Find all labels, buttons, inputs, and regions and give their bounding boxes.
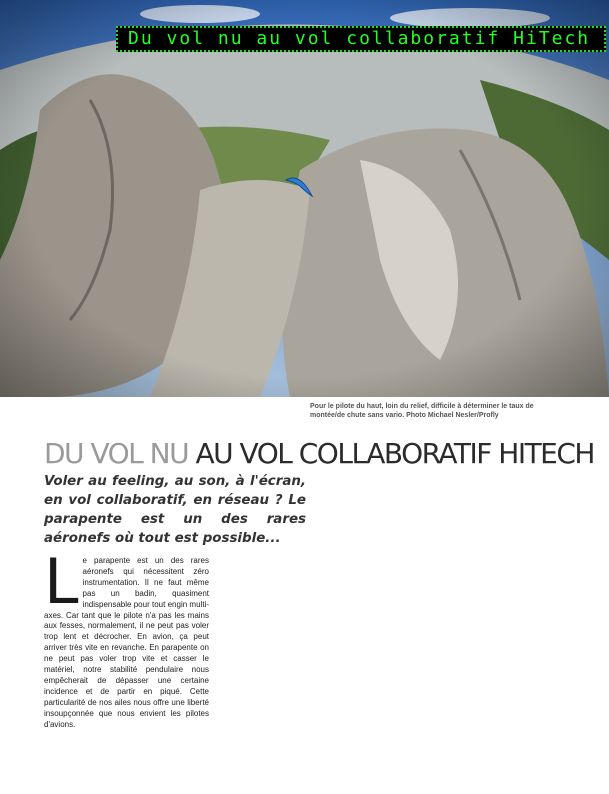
article-headline (44, 436, 604, 472)
article-banner: Du vol nu au vol collaboratif HiTech (116, 26, 606, 52)
headline-part-2: AU VOL COLLABORATIF HITECH (188, 437, 594, 470)
article-body-text: e parapente est un des rares aéronefs qui nécessitent zéro instrumentation. Il ne faut même pas un badin, quasiment indispensable pour tout engin multi-axes. Car tant que le pilote n'a pas les mains aux fesses, normalement, il ne peut pas voler trop lent et décrocher. En avion, ça peut arriver très vite en revanche. En parapente on ne peut pas voler trop vite et casser le matériel, notre stabilité pendulaire nous empêcherait de dépasser une certaine incidence et de partir en piqué. Cette particularité de nos ailes nous offre une liberté insoupçonnée que nous envient les pilotes d'avions. (44, 556, 209, 729)
photo-caption: Pour le pilote du haut, loin du relief, difficile à déterminer le taux de montée/de chute sans vario. Photo Michael Nesler/Profly (310, 403, 534, 419)
article-body-column (44, 545, 209, 731)
article-lead: Voler au feeling, au son, à l'écran, en vol collaboratif, en réseau ? Le parapente est un des rares aéronefs où tout est possible... (44, 474, 306, 546)
drop-cap: L (44, 545, 79, 618)
headline-part-1: DU VOL NU (44, 437, 189, 470)
